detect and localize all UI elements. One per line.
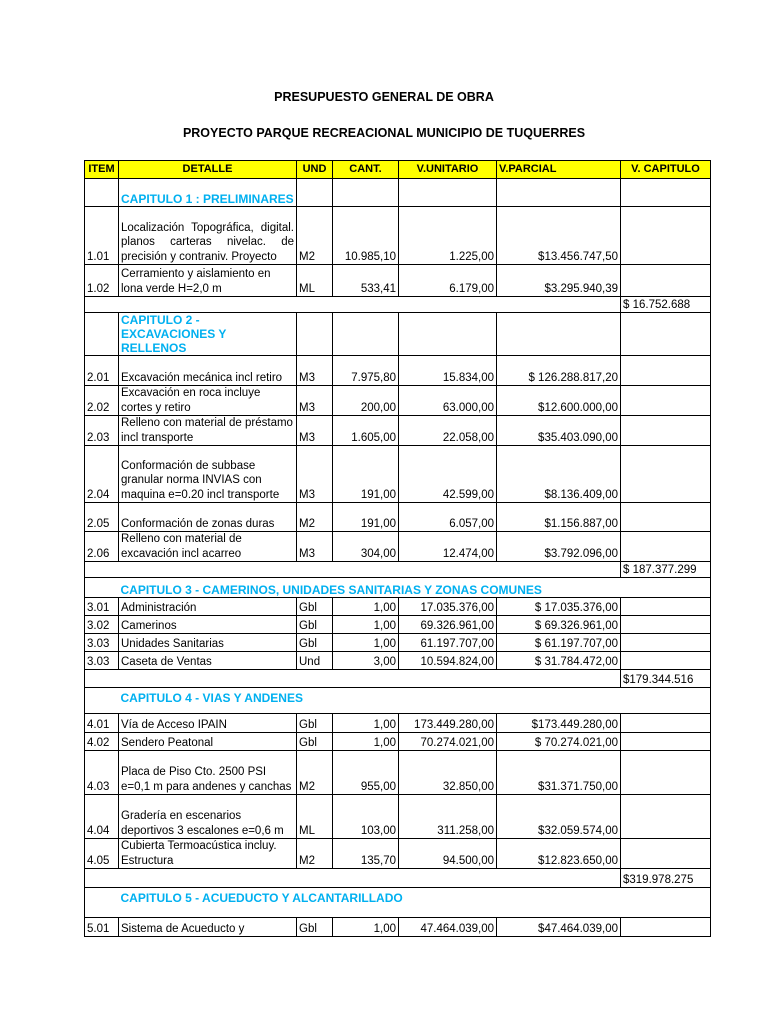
table-row: [85, 532, 711, 562]
item-unit-value: 15.834,00: [399, 356, 497, 386]
item-number: 3.03: [85, 634, 119, 652]
table-row: [85, 918, 711, 937]
item-unit: M3: [297, 356, 333, 386]
item-quantity: 1,00: [333, 598, 399, 616]
item-quantity: 1,00: [333, 714, 399, 733]
chapter-total-row: [85, 670, 711, 688]
item-partial-value: $12.823.650,00: [497, 839, 621, 869]
item-unit: ML: [297, 265, 333, 297]
document-title: PRESUPUESTO GENERAL DE OBRA: [274, 90, 494, 104]
item-quantity: 533,41: [333, 265, 399, 297]
header-und: UND: [297, 161, 333, 179]
item-quantity: 10.985,10: [333, 207, 399, 265]
item-unit: Gbl: [297, 598, 333, 616]
item-description: Cubierta Termoacústica incluy. Estructura: [119, 839, 297, 869]
item-unit: Und: [297, 652, 333, 670]
item-unit-value: 173.449.280,00: [399, 714, 497, 733]
item-unit-value: 61.197.707,00: [399, 634, 497, 652]
item-partial-value: $47.464.039,00: [497, 918, 621, 937]
item-number: 1.02: [85, 265, 119, 297]
item-quantity: 200,00: [333, 386, 399, 416]
item-description: Unidades Sanitarias: [119, 634, 297, 652]
item-number: 1.01: [85, 207, 119, 265]
table-row: [85, 598, 711, 616]
table-row: [85, 265, 711, 297]
budget-table: [84, 160, 711, 937]
chapter-1-total: $ 16.752.688: [621, 297, 711, 313]
chapter-total-row: [85, 297, 711, 313]
chapter-3-title: CAPITULO 3 - CAMERINOS, UNIDADES SANITARIAS Y ZONAS COMUNES: [119, 578, 621, 598]
item-quantity: 304,00: [333, 532, 399, 562]
item-description: Localización Topográfica, digital. planos carteras nivelac. de precisión y contraniv. Proyecto: [119, 207, 297, 265]
item-description: Excavación en roca incluye cortes y retiro: [119, 386, 297, 416]
item-partial-value: $12.600.000,00: [497, 386, 621, 416]
item-description: Caseta de Ventas: [119, 652, 297, 670]
item-unit: Gbl: [297, 733, 333, 751]
item-unit-value: 69.326.961,00: [399, 616, 497, 634]
table-row: [85, 839, 711, 869]
item-description: Vía de Acceso IPAIN: [119, 714, 297, 733]
table-row: [85, 795, 711, 839]
item-number: 2.01: [85, 356, 119, 386]
item-unit-value: 10.594.824,00: [399, 652, 497, 670]
chapter-heading-row: [85, 578, 711, 598]
item-description: Conformación de subbase granular norma INVIAS con maquina e=0.20 incl transporte: [119, 446, 297, 503]
item-description: Relleno con material de préstamo incl transporte: [119, 416, 297, 446]
item-partial-value: $ 70.274.021,00: [497, 733, 621, 751]
item-partial-value: $1.156.887,00: [497, 503, 621, 532]
chapter-total-row: [85, 562, 711, 578]
item-partial-value: $ 126.288.817,20: [497, 356, 621, 386]
item-unit: Gbl: [297, 634, 333, 652]
item-description: Placa de Piso Cto. 2500 PSI e=0,1 m para andenes y canchas: [119, 751, 297, 795]
table-row: [85, 616, 711, 634]
item-description: Relleno con material de excavación incl acarreo: [119, 532, 297, 562]
chapter-heading-row: [85, 888, 711, 918]
item-number: 4.02: [85, 733, 119, 751]
item-quantity: 1,00: [333, 616, 399, 634]
item-partial-value: $ 61.197.707,00: [497, 634, 621, 652]
item-partial-value: $ 17.035.376,00: [497, 598, 621, 616]
chapter-total-row: [85, 869, 711, 888]
table-row: [85, 714, 711, 733]
chapter-5-title: CAPITULO 5 - ACUEDUCTO Y ALCANTARILLADO: [119, 888, 621, 918]
item-unit: Gbl: [297, 616, 333, 634]
table-header: [85, 161, 711, 179]
item-unit-value: 22.058,00: [399, 416, 497, 446]
item-quantity: 3,00: [333, 652, 399, 670]
item-number: 2.03: [85, 416, 119, 446]
item-unit: M3: [297, 386, 333, 416]
item-quantity: 103,00: [333, 795, 399, 839]
item-quantity: 1,00: [333, 634, 399, 652]
table-row: [85, 733, 711, 751]
item-quantity: 191,00: [333, 503, 399, 532]
item-number: 3.02: [85, 616, 119, 634]
item-unit-value: 6.057,00: [399, 503, 497, 532]
chapter-4-total: $319.978.275: [621, 869, 711, 888]
item-unit-value: 1.225,00: [399, 207, 497, 265]
chapter-4-title: CAPITULO 4 - VIAS Y ANDENES: [119, 688, 621, 714]
project-subtitle: PROYECTO PARQUE RECREACIONAL MUNICIPIO DE TUQUERRES: [182, 126, 586, 140]
chapter-2-title: CAPITULO 2 - EXCAVACIONES Y RELLENOS: [119, 313, 297, 356]
item-description: Conformación de zonas duras: [119, 503, 297, 532]
item-description: Sistema de Acueducto y: [119, 918, 297, 937]
chapter-heading-row: [85, 313, 711, 356]
chapter-heading-row: [85, 179, 711, 207]
item-unit-value: 63.000,00: [399, 386, 497, 416]
item-number: 2.05: [85, 503, 119, 532]
header-vunitario: V.UNITARIO: [399, 161, 497, 179]
header-vcapitulo: V. CAPITULO: [621, 161, 711, 179]
item-partial-value: $3.792.096,00: [497, 532, 621, 562]
item-partial-value: $31.371.750,00: [497, 751, 621, 795]
header-vparcial: V.PARCIAL: [497, 161, 621, 179]
item-description: Gradería en escenarios deportivos 3 escalones e=0,6 m: [119, 795, 297, 839]
item-number: 2.04: [85, 446, 119, 503]
item-quantity: 1.605,00: [333, 416, 399, 446]
item-unit-value: 42.599,00: [399, 446, 497, 503]
item-unit: M3: [297, 532, 333, 562]
item-quantity: 135,70: [333, 839, 399, 869]
item-quantity: 1,00: [333, 918, 399, 937]
item-quantity: 955,00: [333, 751, 399, 795]
table-row: [85, 416, 711, 446]
chapter-heading-row: [85, 688, 711, 714]
item-description: Excavación mecánica incl retiro: [119, 356, 297, 386]
table-row: [85, 386, 711, 416]
item-number: 4.05: [85, 839, 119, 869]
header-detalle: DETALLE: [119, 161, 297, 179]
header-item: ITEM: [85, 161, 119, 179]
item-number: 4.01: [85, 714, 119, 733]
item-number: 4.04: [85, 795, 119, 839]
item-partial-value: $35.403.090,00: [497, 416, 621, 446]
item-number: 2.06: [85, 532, 119, 562]
item-partial-value: $13.456.747,50: [497, 207, 621, 265]
chapter-2-total: $ 187.377.299: [621, 562, 711, 578]
item-quantity: 191,00: [333, 446, 399, 503]
item-partial-value: $8.136.409,00: [497, 446, 621, 503]
item-partial-value: $173.449.280,00: [497, 714, 621, 733]
item-partial-value: $ 31.784.472,00: [497, 652, 621, 670]
item-unit-value: 17.035.376,00: [399, 598, 497, 616]
item-partial-value: $ 69.326.961,00: [497, 616, 621, 634]
table-row: [85, 751, 711, 795]
item-description: Cerramiento y aislamiento en lona verde H=2,0 m: [119, 265, 297, 297]
item-unit: M2: [297, 207, 333, 265]
item-number: 2.02: [85, 386, 119, 416]
item-unit: M3: [297, 416, 333, 446]
table-row: [85, 356, 711, 386]
item-partial-value: $3.295.940,39: [497, 265, 621, 297]
item-number: 4.03: [85, 751, 119, 795]
item-unit-value: 6.179,00: [399, 265, 497, 297]
table-row: [85, 503, 711, 532]
item-number: 3.03: [85, 652, 119, 670]
item-unit-value: 47.464.039,00: [399, 918, 497, 937]
item-description: Administración: [119, 598, 297, 616]
chapter-3-total: $179.344.516: [621, 670, 711, 688]
item-unit-value: 32.850,00: [399, 751, 497, 795]
item-partial-value: $32.059.574,00: [497, 795, 621, 839]
item-unit-value: 94.500,00: [399, 839, 497, 869]
item-unit-value: 311.258,00: [399, 795, 497, 839]
item-description: Camerinos: [119, 616, 297, 634]
item-number: 3.01: [85, 598, 119, 616]
table-row: [85, 652, 711, 670]
table-row: [85, 634, 711, 652]
item-unit: Gbl: [297, 714, 333, 733]
item-number: 5.01: [85, 918, 119, 937]
item-unit: M2: [297, 839, 333, 869]
item-unit: Gbl: [297, 918, 333, 937]
table-row: [85, 446, 711, 503]
item-unit: ML: [297, 795, 333, 839]
table-row: [85, 207, 711, 265]
item-unit: M2: [297, 751, 333, 795]
header-cant: CANT.: [333, 161, 399, 179]
item-unit: M3: [297, 446, 333, 503]
item-description: Sendero Peatonal: [119, 733, 297, 751]
chapter-1-title: CAPITULO 1 : PRELIMINARES: [119, 179, 297, 207]
item-unit: M2: [297, 503, 333, 532]
item-unit-value: 12.474,00: [399, 532, 497, 562]
item-quantity: 1,00: [333, 733, 399, 751]
item-unit-value: 70.274.021,00: [399, 733, 497, 751]
item-quantity: 7.975,80: [333, 356, 399, 386]
